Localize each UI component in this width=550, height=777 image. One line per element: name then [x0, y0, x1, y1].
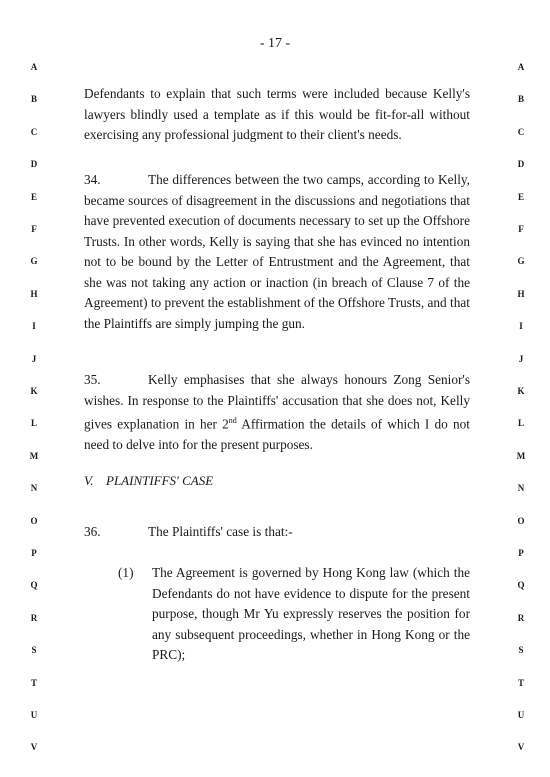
left-margin-letters [24, 0, 44, 777]
margin-letter: U [30, 710, 38, 720]
margin-letter: I [32, 321, 36, 332]
margin-letter: D [30, 159, 38, 170]
margin-letter: E [30, 191, 37, 202]
margin-letter: V [30, 742, 38, 753]
sub-paragraph-1 [118, 563, 470, 666]
right-margin-letters [511, 0, 531, 777]
margin-letter: E [517, 191, 524, 202]
sub-paragraph-number: (1) [118, 565, 134, 580]
margin-letter: C [30, 126, 38, 137]
margin-letter: S [31, 645, 37, 656]
margin-letter: Q [517, 580, 525, 591]
margin-letter: F [31, 224, 37, 234]
margin-letter: J [31, 353, 37, 364]
section-title: PLAINTIFFS' CASE [106, 473, 214, 488]
margin-letter: K [517, 386, 525, 396]
page-number: - 17 - [259, 36, 291, 51]
paragraph-35 [84, 370, 470, 455]
margin-letter: A [517, 62, 525, 72]
margin-letter: M [516, 450, 526, 461]
margin-letter: C [517, 126, 525, 137]
margin-letter: F [518, 224, 524, 234]
margin-letter: G [517, 256, 525, 267]
sub-paragraph-text: The Agreement is governed by Hong Kong law (which the Defendants do not have evidence to dispute for the present purpose, though Mr Yu expressly reserves the position for any subsequent proceedings, whether in Hong Kong or the PRC); [152, 565, 470, 662]
margin-letter: I [519, 321, 523, 332]
margin-letter: A [30, 62, 38, 72]
margin-letter: O [30, 515, 38, 526]
margin-letter: P [31, 548, 37, 558]
paragraph-number: 36. [84, 524, 101, 539]
margin-letter: R [517, 612, 525, 623]
paragraph-text: Kelly emphasises that she always honours Zong Senior's wishes. In response to the Plaintiffs' accusation that she does not, Kelly gives explanation in her 2 [84, 372, 470, 432]
margin-letter: N [30, 483, 38, 494]
margin-letter: N [517, 483, 525, 494]
margin-letter: V [517, 742, 525, 753]
ordinal-superscript: nd [228, 416, 237, 425]
margin-letter: U [517, 710, 525, 720]
margin-letter: T [517, 677, 524, 688]
paragraph-number: 35. [84, 372, 101, 387]
margin-letter: P [518, 548, 524, 558]
paragraph-34 [84, 170, 470, 334]
margin-letter: M [29, 450, 39, 461]
margin-letter: Q [30, 580, 38, 591]
paragraph-text-continued: Affirmation the details of which I do not need to delve into for the present purposes. [84, 416, 470, 452]
margin-letter: B [517, 94, 524, 105]
margin-letter: S [518, 645, 524, 656]
margin-letter: K [30, 386, 38, 396]
margin-letter: G [30, 256, 38, 267]
margin-letter: O [517, 515, 525, 526]
margin-letter: L [30, 418, 37, 429]
paragraph-text: The differences between the two camps, according to Kelly, became sources of disagreement in the discussions and negotiations that have prevented execution of documents necessary to set up the Offshore Trusts. In other words, Kelly is saying that she has evinced no intention not to be bound by the Letter of Entrustment and the Agreement, that she was not taking any action or inaction (in breach of Clause 7 of the Agreement) to prevent the establishment of the Offshore Trusts, and that the Plaintiffs are simply jumping the gun. [84, 172, 470, 331]
paragraph-text: The Plaintiffs' case is that:- [148, 524, 293, 539]
margin-letter: T [30, 677, 37, 688]
margin-letter: B [30, 94, 37, 105]
section-heading [84, 473, 213, 489]
margin-letter: L [517, 418, 524, 429]
margin-letter: D [517, 159, 525, 170]
margin-letter: J [518, 353, 524, 364]
margin-letter: H [517, 288, 525, 299]
margin-letter: H [30, 288, 38, 299]
paragraph-number: 34. [84, 172, 101, 187]
continuation-paragraph: Defendants to explain that such terms were included because Kelly's lawyers blindly used a template as if this would be fit-for-all without exercising any professional judgment to their client's needs. [84, 86, 470, 142]
paragraph-36 [84, 522, 470, 543]
section-number: V. [84, 473, 94, 488]
margin-letter: R [30, 612, 38, 623]
